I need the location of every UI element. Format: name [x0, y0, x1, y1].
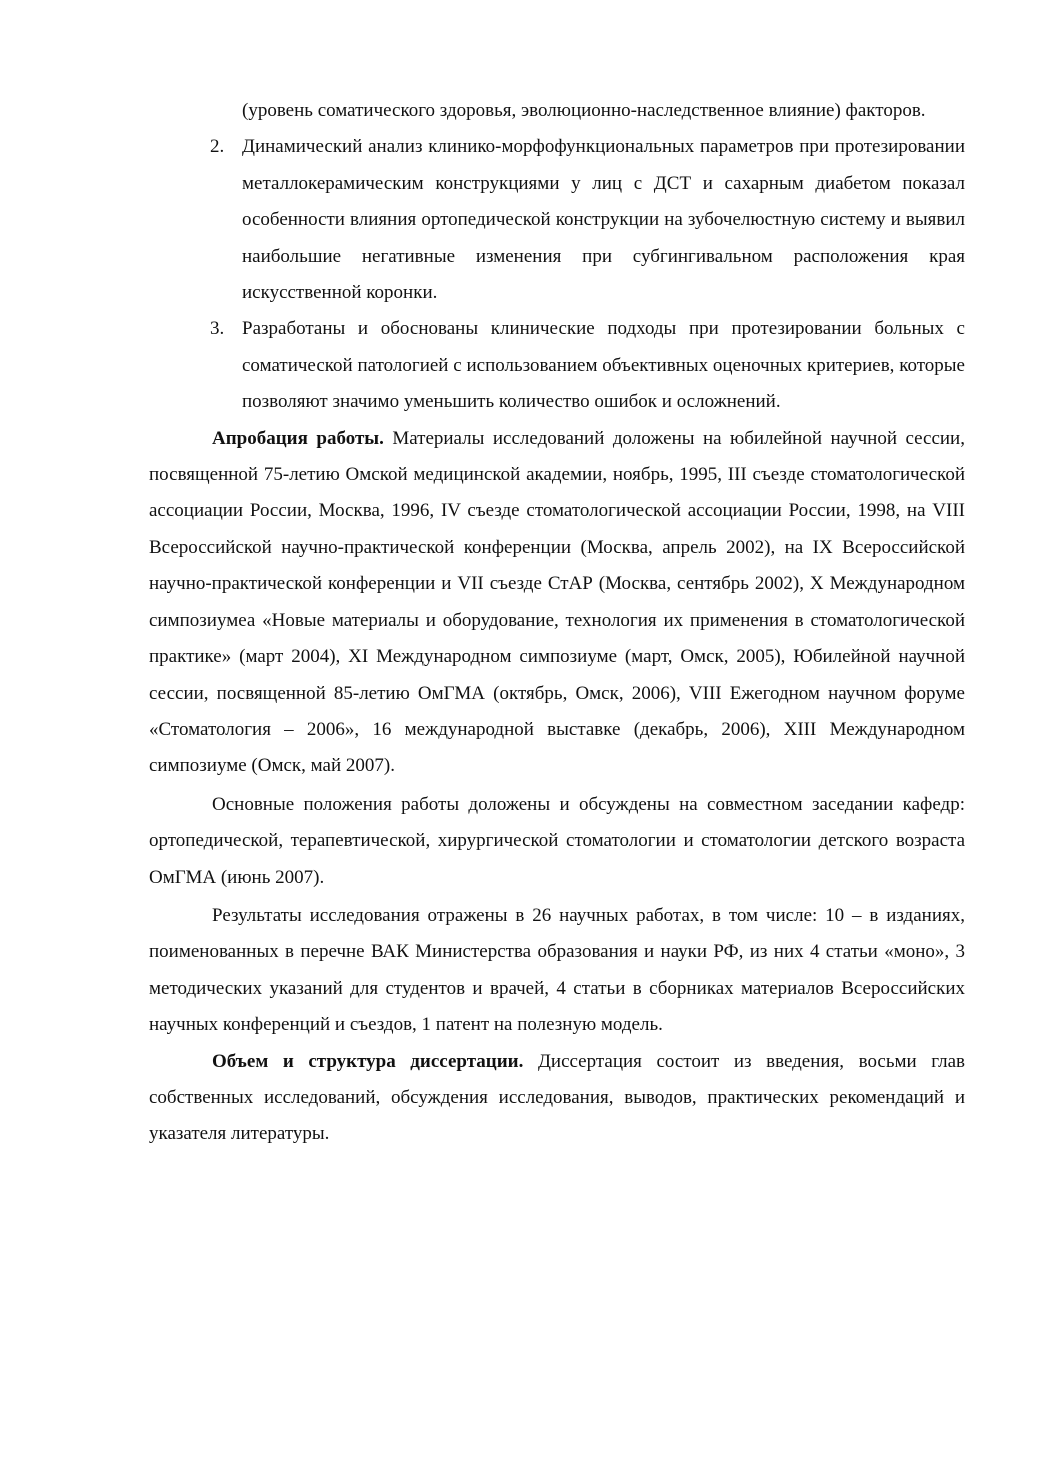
list-item-2 — [149, 129, 965, 311]
page-body — [149, 93, 965, 1153]
list-item-3 — [149, 311, 965, 420]
structure-text: Диссертация состоит из введения, восьми глав собственных исследований, обсуждения исследования, выводов, практических рекомендаций и указателя литературы. — [149, 1050, 965, 1145]
structure-paragraph — [149, 1044, 965, 1153]
structure-heading: Объем и структура диссертации. — [212, 1050, 524, 1072]
list-item-text: (уровень соматического здоровья, эволюционно-наследственное влияние) факторов. — [242, 100, 926, 121]
approbation-heading: Апробация работы. — [212, 427, 384, 449]
list-item-number: 2. — [210, 136, 225, 158]
list-item-text: Динамический анализ клинико-морфофункциональных параметров при протезировании металлокерамическим конструкциями у лиц с ДСТ и сахарным диабетом показал особенности влияния ортопедической конструкции на зубочелюстную систему и выявил наибольшие негативные изменения при субгингивальном расположения края искусственной коронки. — [242, 136, 965, 304]
provisions-paragraph: Основные положения работы доложены и обсуждены на совместном заседании кафедр: ортопедической, терапевтической, хирургической стоматологии и стоматологии детского возраста ОмГМА (июнь 2007). — [149, 793, 965, 888]
list-item-text: Разработаны и обоснованы клинические подходы при протезировании больных с соматической патологией с использованием объективных оценочных критериев, которые позволяют значимо уменьшить количество ошибок и осложнений. — [242, 318, 965, 413]
approbation-paragraph — [149, 421, 965, 785]
results-paragraph: Результаты исследования отражены в 26 научных работах, в том числе: 10 – в изданиях, поименованных в перечне ВАК Министерства образования и науки РФ, из них 4 статьи «моно», 3 методических указаний для студентов и врачей, 4 статьи в сборниках материалов Всероссийских научных конференций и съездов, 1 патент на полезную модель. — [149, 904, 965, 1036]
list-item-continuation — [149, 93, 965, 129]
conclusions-list — [149, 93, 965, 421]
approbation-text: Материалы исследований доложены на юбилейной научной сессии, посвященной 75-летию Омской медицинской академии, ноябрь, 1995, III съезде стоматологической ассоциации России, Москва, 1996, IV съезде стоматологической ассоциации России, 1998, на VIII Всероссийской научно-практической конференции (Москва, апрель 2002), на IX Всероссийской научно-практической конференции и VII съезде СтАР (Москва, сентябрь 2002), X Международном симпозиумеа «Новые материалы и оборудование, технология их применения в стоматологической практике» (март 2004), XI Международном симпозиуме (март, Омск, 2005), Юбилейной научной сессии, посвященной 85-летию ОмГМА (октябрь, Омск, 2006), VIII Ежегодном научном форуме «Стоматология – 2006», 16 международной выставке (декабрь, 2006), XIII Международном симпозиуме (Омск, май 2007). — [149, 427, 965, 777]
list-item-number: 3. — [210, 318, 225, 340]
